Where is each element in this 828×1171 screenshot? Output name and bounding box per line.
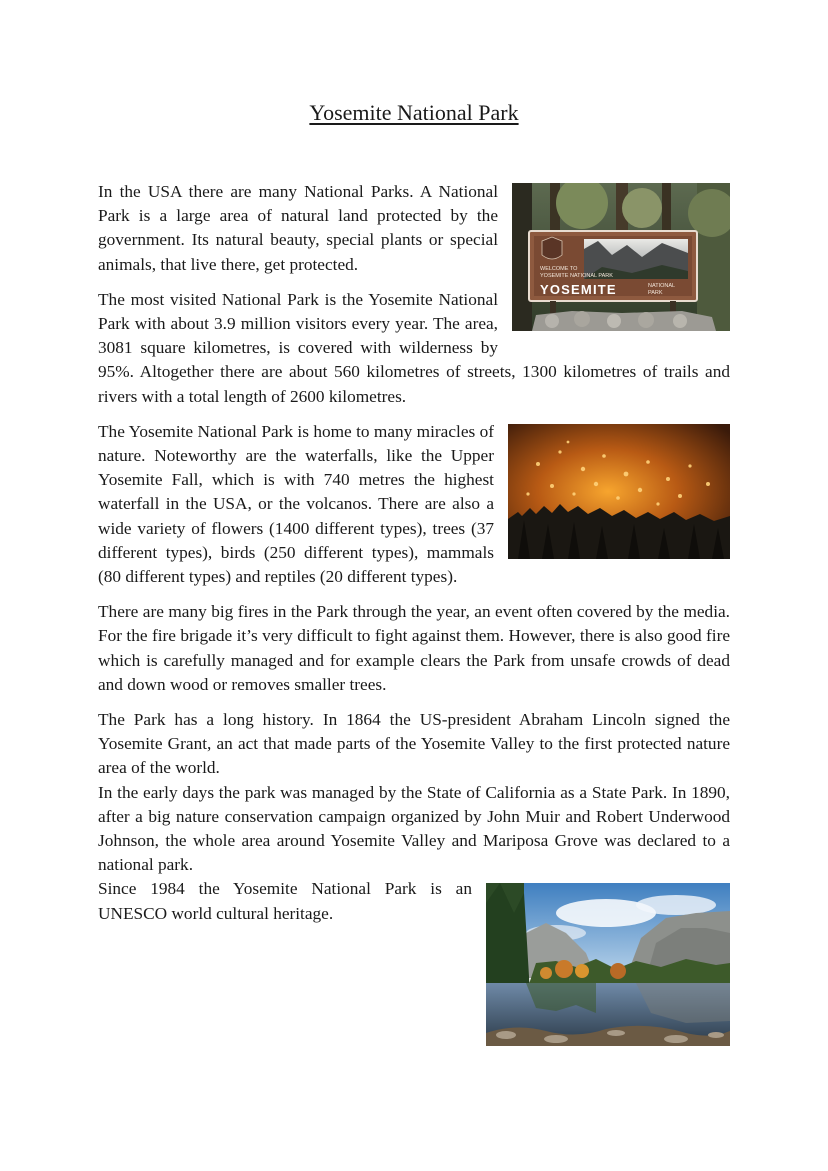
sign-sub-text: NATIONAL xyxy=(648,283,676,289)
yosemite-valley-photo xyxy=(486,883,730,1046)
paragraph: The Yosemite National Park is home to many miracles of nature. Noteworthy are the waterfalls, like the Upper Yosemite Fall, which is with 740 metres the highest waterfall in the USA, or the volcanos. There are also a wide variety of flowers (1400 different types), trees (37 different types), birds (250 different types), mammals (80 different types) and reptiles (20 different types). xyxy=(98,421,494,587)
article-body xyxy=(98,180,730,1052)
paragraph: The Park has a long history. In 1864 the US-president Abraham Lincoln signed the Yosemite Grant, an act that made parts of the Yosemite Valley to the first protected nature area of the world. xyxy=(98,710,730,778)
sign-name-text: YOSEMITE xyxy=(540,282,617,297)
paragraph: In the USA there are many National Parks. A National Park is a large area of natural land protected by the government. Its natural beauty, special plants or special animals, that live there, get protected. xyxy=(98,182,498,274)
paragraph: The most visited National Park is the Yosemite National Park with about 3.9 million visitors every year. The area, 3081 square kilometres, is covered with wilderness by 95%. Altogether there are about 560 kilometres of streets, 1300 kilometres of trails and rivers with a total length of 2600 kilometres. xyxy=(98,289,730,406)
forest-fire-photo xyxy=(508,424,730,559)
sign-sub-text: PARK xyxy=(648,290,663,296)
yosemite-sign-photo xyxy=(512,183,730,331)
paragraph: Since 1984 the Yosemite National Park is an UNESCO world cultural heritage. xyxy=(98,879,472,923)
paragraph: In the early days the park was managed by the State of California as a State Park. In 1890, after a big nature conservation campaign organized by John Muir and Robert Underwood Johnson, the whole area around Yosemite Valley and Mariposa Grove was declared to a national park. xyxy=(98,782,730,875)
svg-text:YOSEMITE NATIONAL PARK: YOSEMITE NATIONAL PARK xyxy=(540,273,613,279)
paragraph: There are many big fires in the Park through the year, an event often covered by the media. For the fire brigade it’s very difficult to fight against them. However, there is also good fire which is carefully managed and for example clears the Park from unsafe crowds of dead and down wood or removes smaller trees. xyxy=(98,602,730,694)
page-title: Yosemite National Park xyxy=(309,100,519,125)
svg-text:WELCOME TO: WELCOME TO xyxy=(540,266,578,272)
